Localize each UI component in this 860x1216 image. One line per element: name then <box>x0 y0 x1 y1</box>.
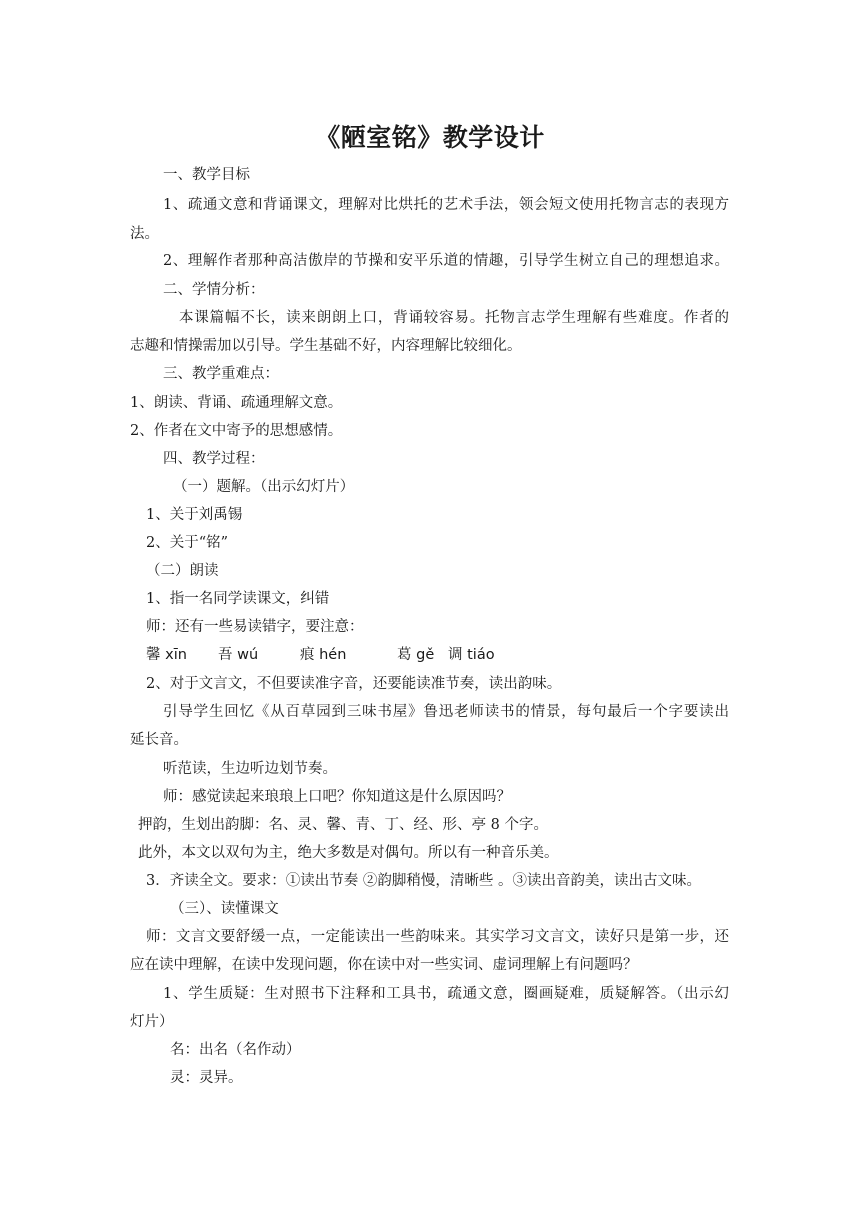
list-item: 1、指一名同学读课文，纠错 <box>146 591 330 607</box>
paragraph-line: 1、学生质疑：生对照书下注释和工具书，疏通文意，圈画疑难，质疑解答。（出示幻 <box>163 986 729 1002</box>
section-heading-analysis: 二、学情分析： <box>163 282 265 298</box>
paragraph-line: 师：文言文要舒缓一点，一定能读出一些韵味来。其实学习文言文，读好只是第一步，还 <box>146 929 729 945</box>
pinyin-item: 馨 xīn <box>146 647 187 663</box>
section-heading-process: 四、教学过程： <box>163 451 265 467</box>
pinyin-item: 调 tiáo <box>448 647 495 663</box>
paragraph-line: 师：感觉读起来琅琅上口吧？你知道这是什么原因吗？ <box>163 789 511 805</box>
paragraph-line: 押韵，生划出韵脚：名、灵、馨、青、丁、经、形、亭 8 个字。 <box>138 817 548 833</box>
paragraph-line: 应在读中理解，在读中发现问题，你在读中对一些实词、虚词理解上有问题吗？ <box>130 957 638 973</box>
pinyin-row <box>146 645 495 665</box>
list-item: 3．齐读全文。要求：①读出节奏 ②韵脚稍慢，清晰些 。③读出音韵美，读出古文味。 <box>146 873 701 889</box>
section-heading-key-points: 三、教学重难点： <box>163 366 279 382</box>
definition-item: 灵：灵异。 <box>170 1070 243 1086</box>
section-heading-objectives: 一、教学目标 <box>163 167 250 183</box>
list-item: 2、关于“铭” <box>146 535 229 551</box>
paragraph-line: 引导学生回忆《从百草园到三味书屋》鲁迅老师读书的情景，每句最后一个字要读出 <box>163 704 729 720</box>
subsection-heading: （一）题解。（出示幻灯片） <box>173 479 355 495</box>
pinyin-item: 葛 gě <box>397 647 435 663</box>
paragraph-line: 延长音。 <box>130 732 188 748</box>
paragraph-line: 本课篇幅不长，读来朗朗上口，背诵较容易。托物言志学生理解有些难度。作者的 <box>179 310 729 326</box>
pinyin-item: 吾 wú <box>218 647 259 663</box>
list-item: 2、作者在文中寄予的思想感情。 <box>130 423 343 439</box>
paragraph-line: 听范读，生边听边划节奏。 <box>163 761 337 777</box>
paragraph-line: 志趣和情操需加以引导。学生基础不好，内容理解比较细化。 <box>130 338 522 354</box>
definition-item: 名：出名（名作动） <box>170 1042 301 1058</box>
subsection-heading: （二）朗读 <box>146 563 219 579</box>
paragraph-line: 师：还有一些易读错字，要注意： <box>146 619 364 635</box>
paragraph-line: 2、理解作者那种高洁傲岸的节操和安平乐道的情趣，引导学生树立自己的理想追求。 <box>163 253 729 269</box>
paragraph-line: 1、疏通文意和背诵课文，理解对比烘托的艺术手法，领会短文使用托物言志的表现方 <box>163 197 729 213</box>
paragraph-line: 此外，本文以双句为主，绝大多数是对偶句。所以有一种音乐美。 <box>138 845 559 861</box>
paragraph-line: 灯片） <box>130 1014 174 1030</box>
page-title: 《陋室铭》教学设计 <box>315 123 545 152</box>
list-item: 2、对于文言文，不但要读准字音，还要能读准节奏，读出韵味。 <box>146 676 562 692</box>
list-item: 1、关于刘禹锡 <box>146 507 243 523</box>
list-item: 1、朗读、背诵、疏通理解文意。 <box>130 395 343 411</box>
subsection-heading: （三）、读懂课文 <box>170 901 279 917</box>
pinyin-item: 痕 hén <box>300 647 347 663</box>
paragraph-line: 法。 <box>130 226 159 242</box>
